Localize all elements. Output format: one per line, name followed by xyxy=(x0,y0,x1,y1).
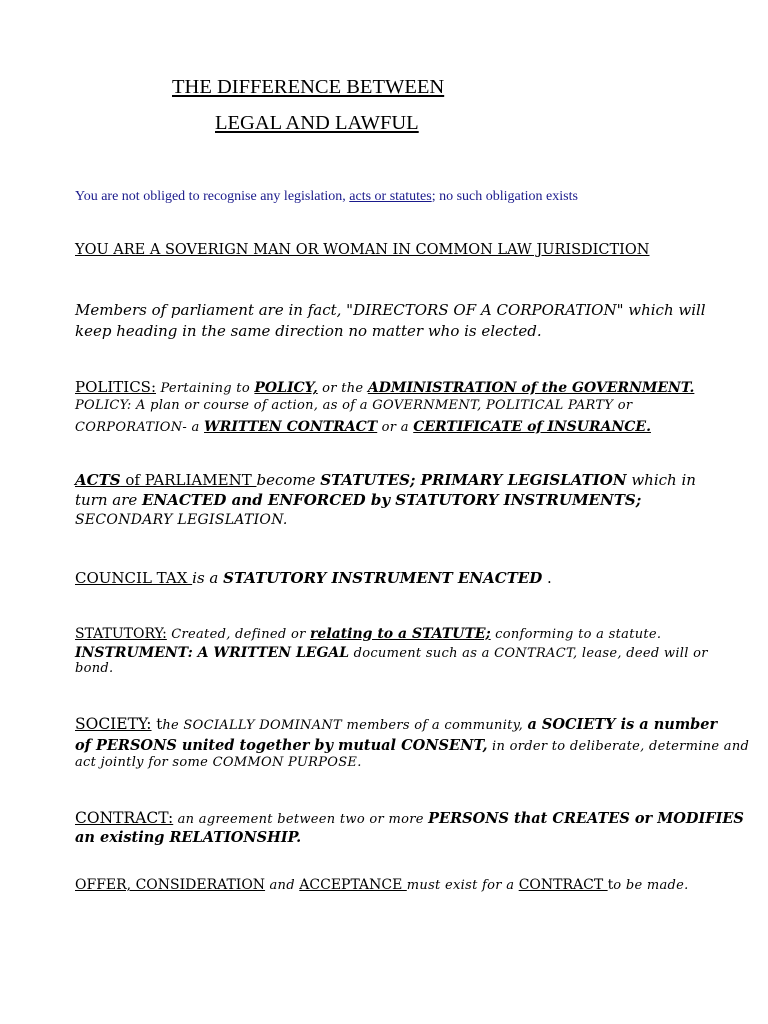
acts-become: become xyxy=(256,471,321,489)
acts-enacted: ENACTED and ENFORCED by STATUTORY INSTRUMENTS; xyxy=(142,491,642,509)
statutory-line-1 xyxy=(75,623,661,642)
politics-line-2: POLICY: A plan or course of action, as of a GOVERNMENT, POLITICAL PARTY or xyxy=(75,398,633,413)
society-line-2 xyxy=(75,735,749,754)
notice-post: ; no such obligation exists xyxy=(431,189,578,204)
contract-term: CONTRACT: xyxy=(75,809,174,827)
acts-line2-pre: turn are xyxy=(75,491,143,509)
society-line2-rest: in order to deliberate, determine and xyxy=(487,739,750,754)
acts-line-2 xyxy=(75,490,641,509)
acts-line-3: SECONDARY LEGISLATION. xyxy=(75,512,288,528)
society-line2-bold: of PERSONS united together by mutual CONSENT, xyxy=(75,737,488,754)
acts-which: which in xyxy=(626,471,696,489)
acts-statutes: STATUTES; PRIMARY LEGISLATION xyxy=(320,471,627,489)
statutory-line2-rest: document such as a CONTRACT, lease, deed will or xyxy=(349,646,708,661)
offer-line xyxy=(75,874,689,893)
members-line-1: Members of parliament are in fact, "DIRECTORS OF A CORPORATION" which will xyxy=(75,301,706,319)
statutory-t2: conforming to a statute. xyxy=(490,627,662,642)
society-line-3: act jointly for some COMMON PURPOSE. xyxy=(75,755,362,770)
title-line-1: THE DIFFERENCE BETWEEN xyxy=(172,76,445,98)
society-t-small: t xyxy=(151,715,163,733)
contract-line-2: an existing RELATIONSHIP. xyxy=(75,829,302,846)
council-is-a: is a xyxy=(192,569,224,587)
offer-acceptance: ACCEPTANCE xyxy=(299,877,407,893)
politics-certificate: CERTIFICATE of INSURANCE. xyxy=(413,419,651,435)
council-line xyxy=(75,568,552,587)
title-line-2: LEGAL AND LAWFUL xyxy=(215,112,419,134)
offer-must: must exist for a xyxy=(406,878,519,893)
acts-term: ACTS xyxy=(75,471,121,489)
politics-line-1 xyxy=(75,377,694,396)
society-term: SOCIETY: xyxy=(75,715,152,733)
council-end: . xyxy=(542,569,552,587)
contract-bold1: PERSONS that CREATES or MODIFIES xyxy=(428,810,744,827)
society-bold1: a SOCIETY is a number xyxy=(527,716,718,733)
politics-policy: POLICY, xyxy=(254,380,318,396)
politics-admin: ADMINISTRATION of the GOVERNMENT. xyxy=(367,380,695,396)
council-term: COUNCIL TAX xyxy=(75,569,193,587)
politics-t1: Pertaining to xyxy=(156,381,255,396)
acts-of-parliament: of PARLIAMENT xyxy=(120,471,257,489)
members-line-2: keep heading in the same direction no matter who is elected. xyxy=(75,322,542,340)
contract-line-1 xyxy=(75,808,744,827)
notice-pre: You are not obliged to recognise any legislation, xyxy=(75,189,350,204)
offer-end: o be made. xyxy=(613,878,689,893)
politics-line-3 xyxy=(75,416,651,435)
offer-and: and xyxy=(265,878,300,893)
offer-contract: CONTRACT xyxy=(518,877,608,893)
politics-line3-pre: CORPORATION- a xyxy=(75,420,205,435)
contract-t1: an agreement between two or more xyxy=(173,812,429,827)
notice-line xyxy=(75,189,578,205)
statutory-line-2 xyxy=(75,642,708,661)
politics-line3-mid: or a xyxy=(377,420,414,435)
statutory-line-3: bond. xyxy=(75,661,114,676)
society-line-1 xyxy=(75,714,717,733)
offer-term: OFFER, CONSIDERATION xyxy=(75,877,266,893)
statutory-relating: relating to a STATUTE; xyxy=(310,626,491,642)
politics-written-contract: WRITTEN CONTRACT xyxy=(204,419,378,435)
society-t1: he SOCIALLY DOMINANT members of a community, xyxy=(162,718,528,733)
council-rest: STATUTORY INSTRUMENT ENACTED xyxy=(223,569,543,587)
offer-t: t xyxy=(607,877,614,893)
sovereign-heading: YOU ARE A SOVERIGN MAN OR WOMAN IN COMMON LAW JURISDICTION xyxy=(75,242,650,258)
acts-line-1 xyxy=(75,470,696,489)
politics-t2: or the xyxy=(317,381,368,396)
statutory-term: STATUTORY: xyxy=(75,626,167,642)
notice-link-acts-or-statutes[interactable]: acts or statutes xyxy=(349,189,432,204)
statutory-instrument: INSTRUMENT: A WRITTEN LEGAL xyxy=(75,645,350,661)
statutory-t1: Created, defined or xyxy=(166,627,311,642)
politics-term: POLITICS: xyxy=(75,378,157,396)
